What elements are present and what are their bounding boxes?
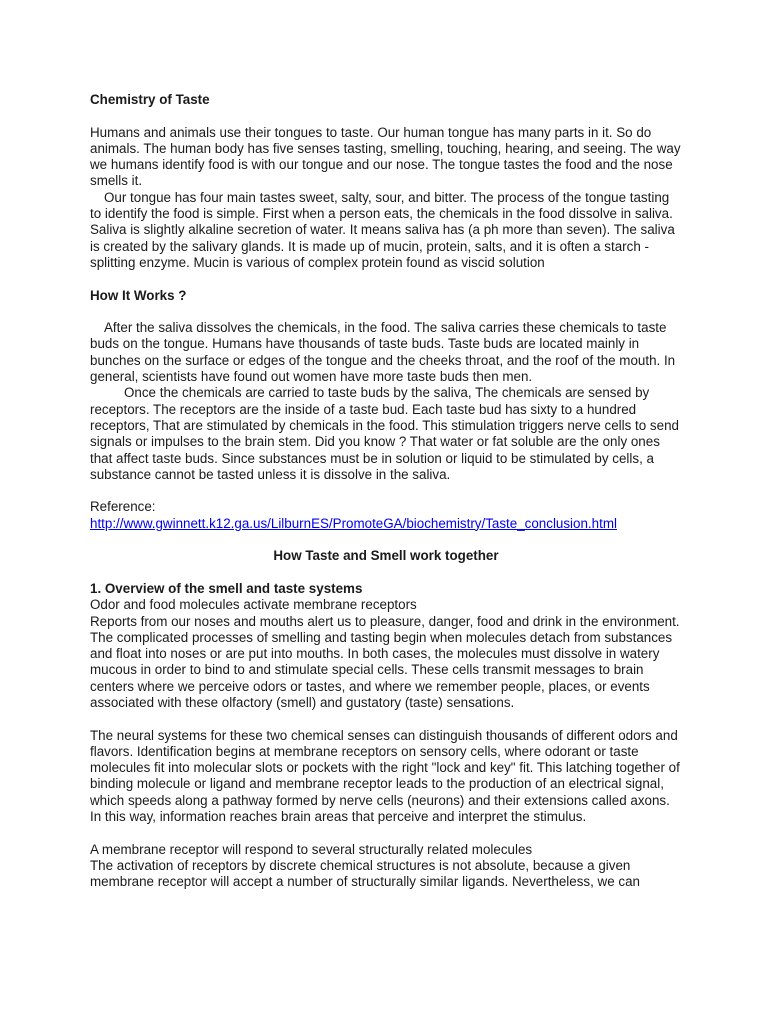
how-it-works-paragraph-2: Once the chemicals are carried to taste buds by the saliva, The chemicals are sensed by receptors. The receptors are the inside of a taste bud. Each taste bud has sixty to a hundred receptors, That are stimulated by chemicals in the food. This stimulation triggers nerve cells to send signals or impulses to the brain stem. Did you know ? That water or fat soluble are the only ones that affect taste buds. Since substances must be in solution or liquid to be stimulated by cells, a substance cannot be tasted unless it is dissolve in the saliva. [90, 385, 679, 482]
spacer [90, 711, 682, 727]
section-2-paragraph-3: The activation of receptors by discrete chemical structures is not absolute, because a given membrane receptor will accept a number of structurally similar ligands. Nevertheless, we can [90, 857, 640, 890]
spacer [90, 532, 682, 548]
document-page [90, 92, 682, 891]
reference-label: Reference: [90, 499, 156, 515]
intro-paragraph-1: Humans and animals use their tongues to taste. Our human tongue has many parts in it. So do animals. The human body has five senses tasting, smelling, touching, hearing, and seeing. The way we humans identify food is with our tongue and our nose. The tongue tastes the food and the nose smells it. [90, 124, 681, 189]
spacer [90, 304, 682, 320]
section-2-sub-line: Odor and food molecules activate membrane receptors [90, 597, 417, 613]
intro-paragraph-2: Our tongue has four main tastes sweet, salty, sour, and bitter. The process of the tongue tasting to identify the food is simple. First when a person eats, the chemicals in the food dissolve in saliva. Saliva is slightly alkaline secretion of water. It means saliva has (a ph more than seven). The saliva is created by the salivary glands. It is made up of mucin, protein, salts, and it is often a starch - splitting enzyme. Mucin is various of complex protein found as viscid solution [90, 189, 675, 270]
how-it-works-paragraph-1: After the saliva dissolves the chemicals, in the food. The saliva carries these chemicals to taste buds on the tongue. Humans have thousands of taste buds. Taste buds are located mainly in bunches on the surface or edges of the tongue and the cheeks throat, and the roof of the mouth. In general, scientists have found out women have more taste buds then men. [90, 320, 676, 385]
reference-link[interactable]: http://www.gwinnett.k12.ga.us/LilburnES/PromoteGA/biochemistry/Taste_conclusion.html [90, 515, 617, 531]
reference-line [90, 516, 682, 532]
document-title: Chemistry of Taste [90, 92, 210, 107]
spacer [90, 108, 682, 124]
section-2-paragraph-3-lead: A membrane receptor will respond to several structurally related molecules [90, 841, 533, 857]
spacer [90, 825, 682, 841]
spacer [90, 271, 682, 287]
how-it-works-heading: How It Works ? [90, 287, 187, 303]
section-2-subheading: 1. Overview of the smell and taste systems [90, 580, 363, 596]
spacer [90, 483, 682, 499]
spacer [90, 565, 682, 581]
section-2-heading: How Taste and Smell work together [273, 548, 499, 564]
section-2-paragraph-1: Reports from our noses and mouths alert us to pleasure, danger, food and drink in the environment. The complicated processes of smelling and tasting begin when molecules detach from substances and float into noses or are put into mouths. In both cases, the molecules must dissolve in watery mucous in order to bind to and stimulate special cells. These cells transmit messages to brain centers where we perceive odors or tastes, and where we remember people, places, or events associated with these olfactory (smell) and gustatory (taste) sensations. [90, 613, 680, 710]
section-2-paragraph-2: The neural systems for these two chemical senses can distinguish thousands of different odors and flavors. Identification begins at membrane receptors on sensory cells, where odorant or taste molecules fit into molecular slots or pockets with the right "lock and key" fit. This latching together of binding molecule or ligand and membrane receptor leads to the production of an electrical signal, which speeds along a pathway formed by nerve cells (neurons) and their extensions called axons. In this way, information reaches brain areas that perceive and interpret the stimulus. [90, 727, 680, 825]
